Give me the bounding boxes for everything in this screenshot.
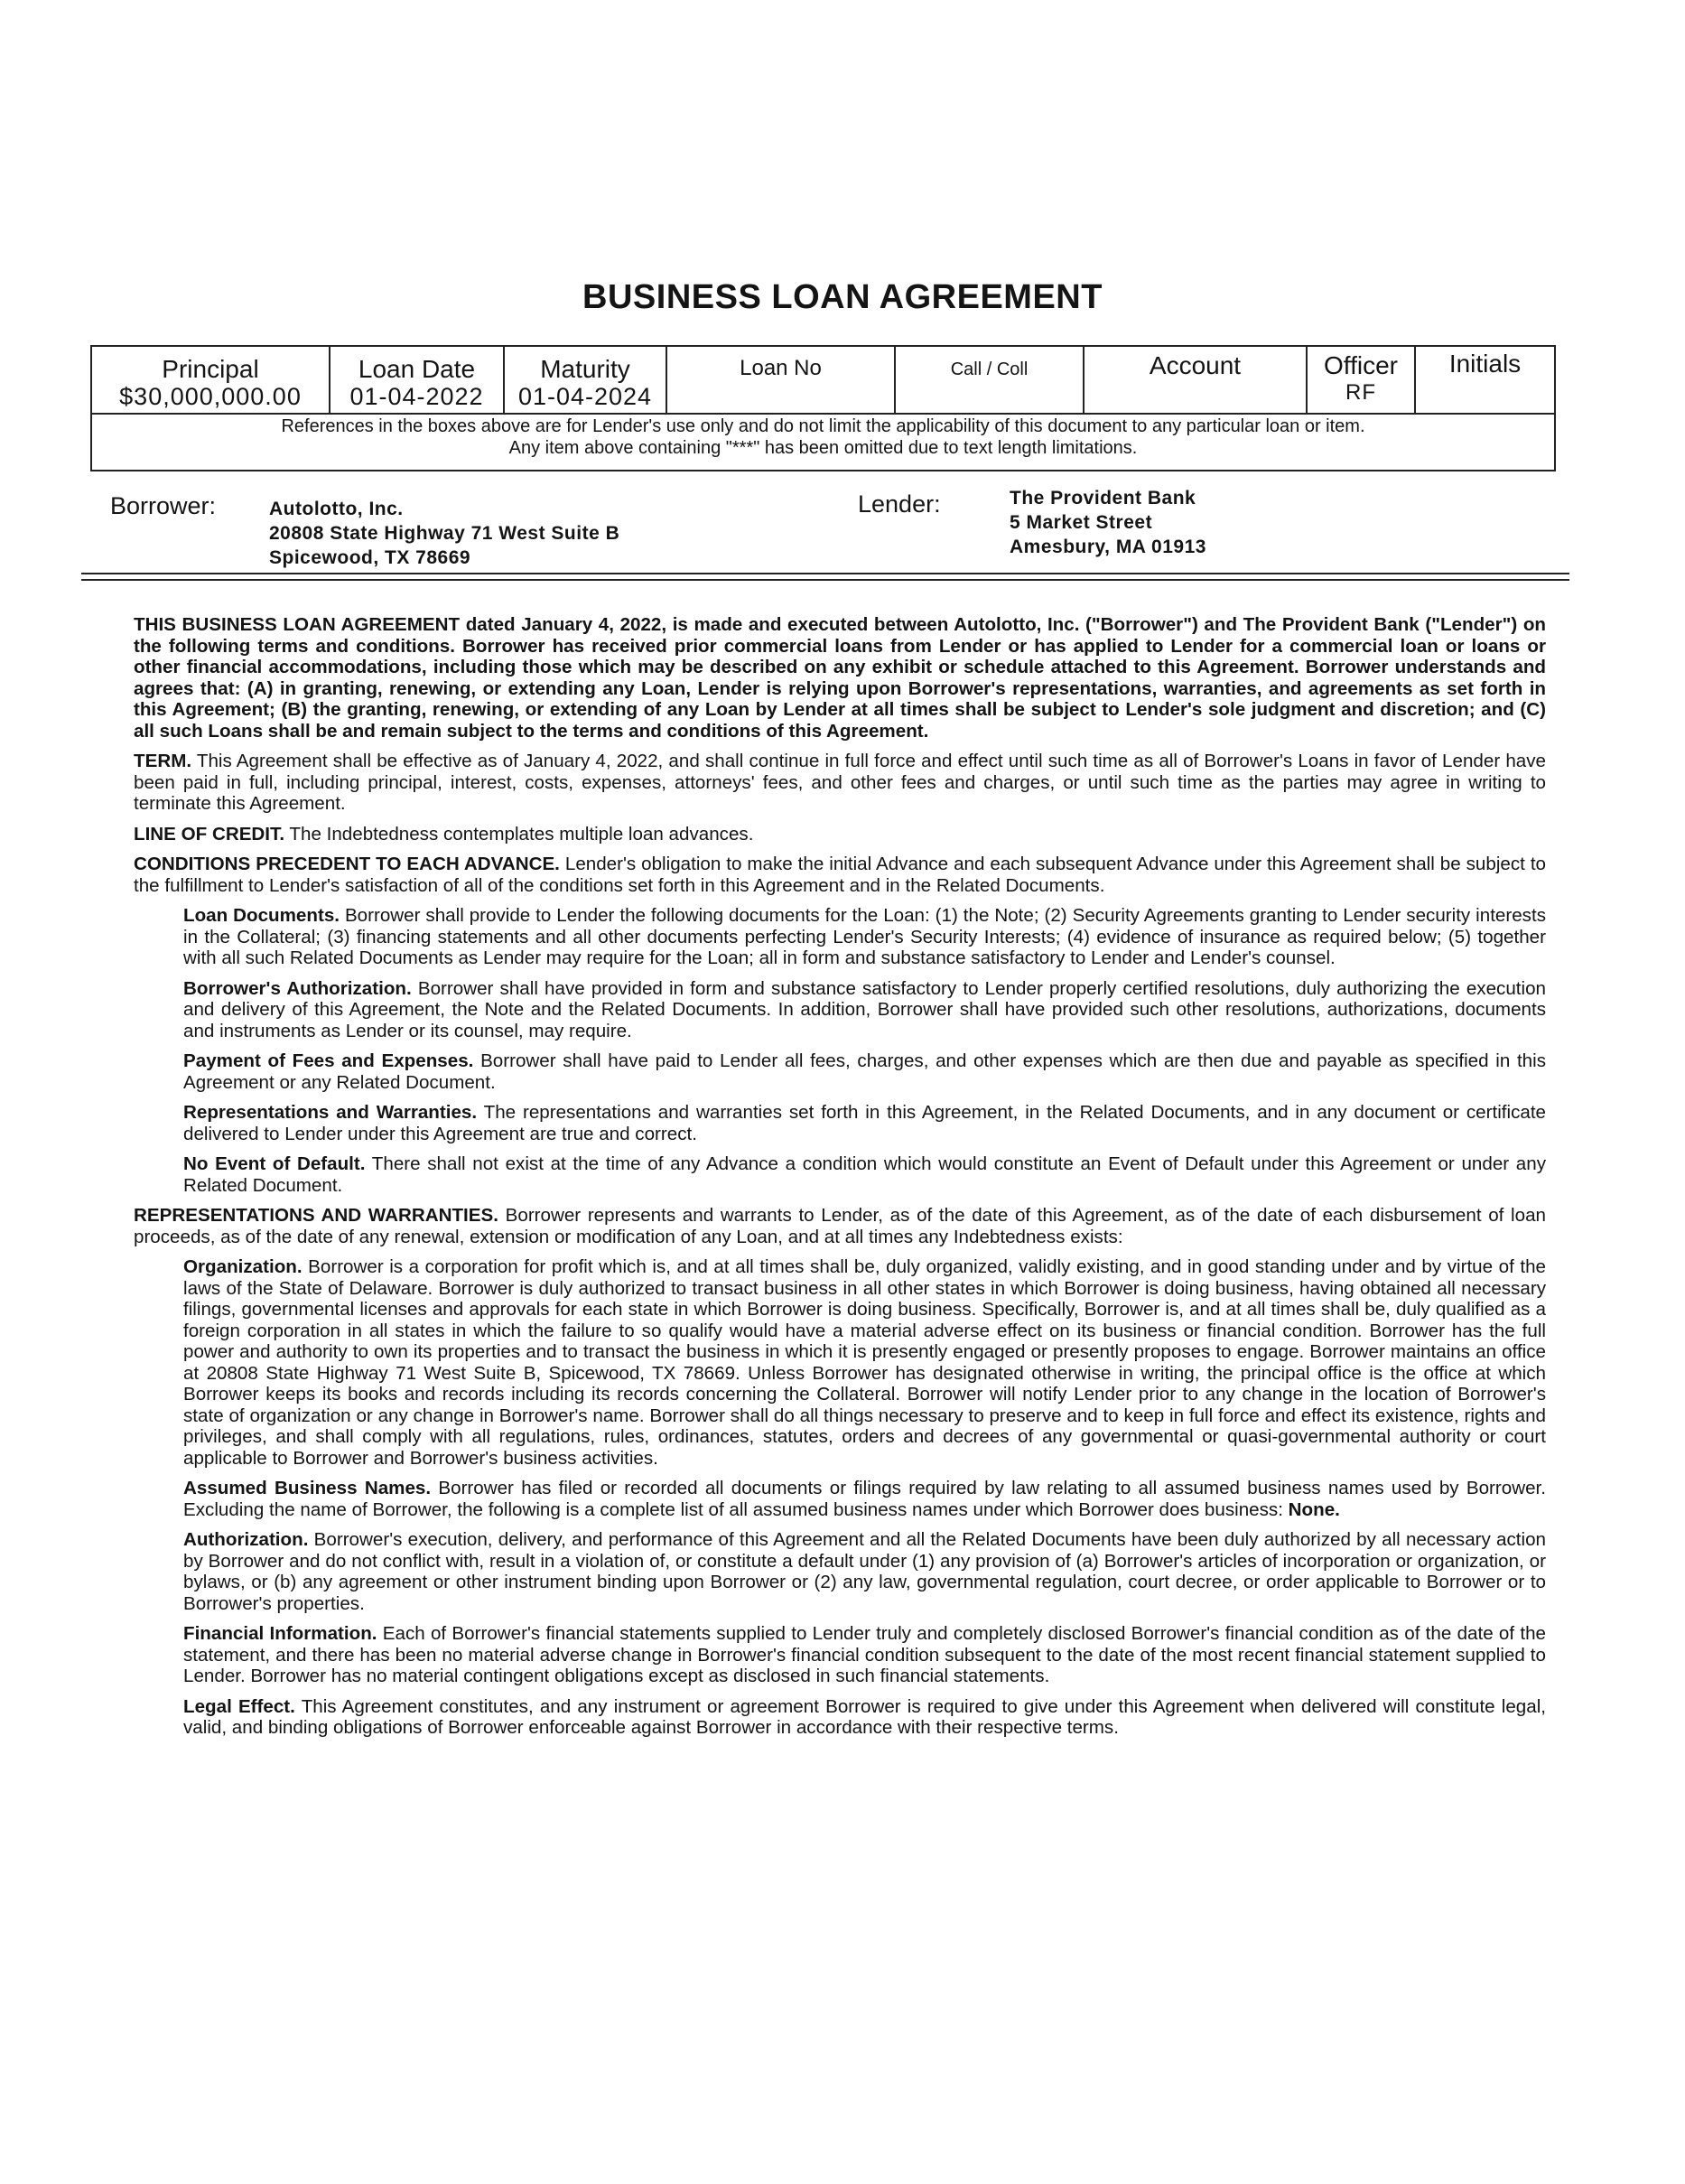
officer-box — [1308, 347, 1416, 413]
intro-paragraph: THIS BUSINESS LOAN AGREEMENT dated January 4, 2022, is made and executed between Autolotto, Inc. ("Borrower") and The Provident Bank ("Lender") on the following terms and conditions. Borrower has received prior commercial loans from Lender or has applied to Lender for a commercial loan or loans or other financial accommodations, including those which may be described on any exhibit or schedule attached to this Agreement. Borrower understands and agrees that: (A) in granting, renewing, or extending any Loan, Lender is relying upon Borrower's representations, warranties, and agreements as set forth in this Agreement; (B) the granting, renewing, or extending of any Loan by Lender at all times shall be subject to Lender's sole judgment and discretion; and (C) all such Loans shall be and remain subject to the terms and conditions of this Agreement. — [134, 614, 1546, 742]
conditions-section — [134, 854, 1546, 896]
lender-address — [1010, 486, 1206, 559]
initials-box — [1416, 347, 1554, 413]
reps-warranties-condition-text: The representations and warranties set forth in this Agreement, in the Related Documents, and in any document or certificate delivered to Lender under this Agreement are true and correct. — [183, 1102, 1546, 1144]
conditions-text: Lender's obligation to make the initial Advance and each subsequent Advance under this Agreement shall be subject to the fulfillment to Lender's satisfaction of all of the conditions set forth in this Agreement and in the Related Documents. — [134, 854, 1546, 896]
term-section — [134, 751, 1546, 815]
initials-label: Initials — [1448, 350, 1522, 378]
organization-text: Borrower is a corporation for profit which is, and at all times shall be, duly organized, validly existing, and in good standing under and by virtue of the laws of the State of Delaware. Borrower is duly authorized to transact business in all other states in which Borrower is doing business, having obtained all necessary filings, governmental licenses and approvals for each state in which Borrower is doing business. Specifically, Borrower is, and at all times shall be, duly qualified as a foreign corporation in all states in which the failure to so qualify would have a material adverse effect on its business or financial condition. Borrower has the full power and authority to own its properties and to transact the business in which it is presently engaged or presently proposes to engage. Borrower maintains an office at 20808 State Highway 71 West Suite B, Spicewood, TX 78669. Unless Borrower has designated otherwise in writing, the principal office is the office at which Borrower keeps its books and records including its records concerning the Collateral. Borrower will notify Lender prior to any change in the location of Borrower's state of organization or any change in Borrower's name. Borrower shall do all things necessary to preserve and to keep in full force and effect its existence, rights and privileges, and shall comply with all regulations, rules, ordinances, statutes, orders and decrees of any governmental or quasi-governmental authority or court applicable to Borrower and Borrower's business activities. — [183, 1256, 1546, 1469]
account-label: Account — [1149, 351, 1242, 379]
loc-heading: LINE OF CREDIT. — [134, 823, 285, 845]
representations-text: Borrower represents and warrants to Lender, as of the date of this Agreement, as of the date of each disbursement of loan proceeds, as of the date of any renewal, extension or modification of any Loan, and at all times any Indebtedness exists: — [134, 1205, 1546, 1247]
loan-date-box — [330, 347, 505, 413]
references-note — [92, 415, 1554, 459]
reps-warranties-condition-section — [183, 1102, 1546, 1144]
lender-label: Lender: — [858, 490, 941, 518]
term-text: This Agreement shall be effective as of January 4, 2022, and shall continue in full force and effect until such time as all of Borrower's Loans in favor of Lender have been paid in full, including principal, interest, costs, expenses, attorneys' fees, and other fees and charges, or until such time as the parties may agree in writing to terminate this Agreement. — [134, 751, 1546, 814]
call-coll-label: Call / Coll — [950, 359, 1029, 379]
loan-info-row — [92, 347, 1554, 415]
officer-label: Officer — [1324, 351, 1398, 379]
references-line-1: References in the boxes above are for Lender's use only and do not limit the applicability of this document to any particular loan or item. — [281, 416, 1365, 436]
loc-text: The Indebtedness contemplates multiple loan advances. — [289, 823, 754, 845]
borrower-label: Borrower: — [110, 492, 217, 519]
legal-effect-section — [183, 1696, 1546, 1739]
financial-information-heading: Financial Information. — [183, 1623, 377, 1644]
loan-info-boxes — [90, 345, 1556, 471]
reps-warranties-condition-heading: Representations and Warranties. — [183, 1102, 478, 1123]
fees-heading: Payment of Fees and Expenses. — [183, 1050, 474, 1071]
authorization-text: Borrower's execution, delivery, and performance of this Agreement and all the Related Documents have been duly authorized by all necessary action by Borrower and do not conflict with, result in a violation of, or constitute a default under (1) any provision of (a) Borrower's articles of incorporation or organization, or bylaws, or (b) any agreement or other instrument binding upon Borrower or (2) any law, governmental regulation, court decree, or order applicable to Borrower or to Borrower's properties. — [183, 1529, 1546, 1614]
loan-date-value: 01-04-2022 — [349, 383, 484, 410]
assumed-names-text: Borrower has filed or recorded all documents or filings required by law relating to all assumed business names used by Borrower. Excluding the name of Borrower, the following is a complete list of all assumed business names under which Borrower does business: — [183, 1478, 1546, 1520]
no-event-of-default-section — [183, 1153, 1546, 1196]
maturity-value: 01-04-2024 — [517, 383, 653, 410]
call-coll-box — [896, 347, 1085, 413]
term-heading: TERM. — [134, 751, 192, 771]
assumed-names-heading: Assumed Business Names. — [183, 1478, 432, 1498]
borrower-authorization-section — [183, 978, 1546, 1042]
loan-no-label: Loan No — [740, 356, 822, 380]
fees-text: Borrower shall have paid to Lender all fees, charges, and other expenses which are then due and payable as specified in this Agreement or any Related Document. — [183, 1050, 1546, 1093]
borrower-name: Autolotto, Inc. — [269, 499, 404, 519]
borrower-authorization-text: Borrower shall have provided in form and substance satisfactory to Lender properly certified resolutions, duly authorizing the execution and delivery of this Agreement, the Note and the Related Documents. In addition, Borrower shall have provided such other resolutions, authorizations, documents and instruments as Lender or its counsel, may require. — [183, 977, 1546, 1041]
no-event-heading: No Event of Default. — [183, 1153, 366, 1174]
organization-section — [183, 1256, 1546, 1469]
lender-name: The Provident Bank — [1010, 488, 1196, 509]
fees-section — [183, 1050, 1546, 1093]
assumed-names-value: None. — [1288, 1498, 1340, 1520]
principal-value: $30,000,000.00 — [119, 383, 302, 410]
borrower-street: 20808 State Highway 71 West Suite B — [269, 523, 620, 544]
authorization-heading: Authorization. — [183, 1529, 309, 1550]
lender-city: Amesbury, MA 01913 — [1010, 537, 1206, 557]
lender-street: 5 Market Street — [1010, 512, 1153, 533]
authorization-section — [183, 1529, 1546, 1614]
representations-section — [134, 1205, 1546, 1247]
legal-effect-text: This Agreement constitutes, and any instrument or agreement Borrower is required to give under this Agreement when delivered will constitute legal, valid, and binding obligations of Borrower enforceable against Borrower in accordance with their respective terms. — [183, 1695, 1547, 1738]
principal-box — [92, 347, 330, 413]
conditions-heading: CONDITIONS PRECEDENT TO EACH ADVANCE. — [134, 854, 560, 874]
agreement-body — [134, 614, 1546, 1748]
borrower-city: Spicewood, TX 78669 — [269, 547, 471, 568]
document-title: BUSINESS LOAN AGREEMENT — [582, 278, 1103, 316]
principal-label: Principal — [162, 355, 259, 383]
account-box — [1085, 347, 1308, 413]
borrower-address — [269, 497, 619, 570]
financial-information-section — [183, 1623, 1546, 1687]
assumed-names-section — [183, 1478, 1546, 1520]
loan-date-label: Loan Date — [358, 355, 476, 383]
legal-effect-heading: Legal Effect. — [183, 1695, 295, 1717]
header-divider-bottom — [81, 579, 1569, 581]
officer-value: RF — [1345, 380, 1376, 405]
representations-heading: REPRESENTATIONS AND WARRANTIES. — [134, 1205, 498, 1226]
loan-no-box — [667, 347, 896, 413]
loan-documents-section — [183, 905, 1546, 969]
loan-documents-text: Borrower shall provide to Lender the following documents for the Loan: (1) the Note; (2) Security Agreements granting to Lender security interests in the Collateral; (3) financing statements and all other documents perfecting Lender's Security Interests; (4) evidence of insurance as required below; (5) together with all such Related Documents as Lender may require for the Loan; all in form and substance satisfactory to Lender and Lender's counsel. — [183, 905, 1546, 968]
loan-documents-heading: Loan Documents. — [183, 905, 340, 926]
no-event-text: There shall not exist at the time of any Advance a condition which would constitute an Event of Default under this Agreement or under any Related Document. — [183, 1153, 1546, 1196]
header-divider-top — [81, 573, 1569, 574]
organization-heading: Organization. — [183, 1256, 303, 1277]
references-line-2: Any item above containing "***" has been omitted due to text length limitations. — [508, 438, 1138, 458]
line-of-credit-section — [134, 824, 1546, 845]
borrower-authorization-heading: Borrower's Authorization. — [183, 977, 412, 999]
maturity-label: Maturity — [540, 355, 630, 383]
maturity-box — [505, 347, 667, 413]
financial-information-text: Each of Borrower's financial statements supplied to Lender truly and completely disclosed Borrower's financial condition as of the date of the statement, and there has been no material adverse change in Borrower's financial condition subsequent to the date of the most recent financial statement supplied to Lender. Borrower has no material contingent obligations except as disclosed in such financial statements. — [183, 1623, 1546, 1686]
